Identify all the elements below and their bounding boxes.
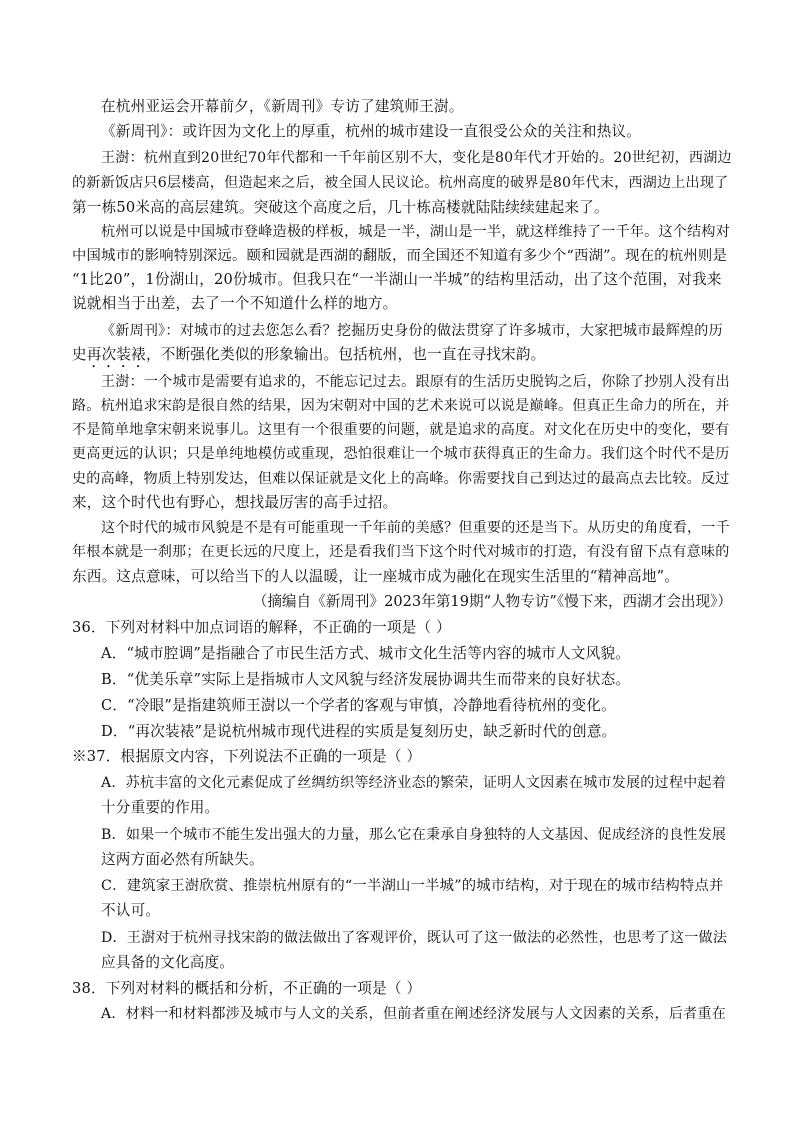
passage-line: 更高更远的认识；只是单纯地模仿或重现，恐怕很难让一个城市获得真正的生命力。我们这个时代不是历 bbox=[72, 446, 730, 462]
option-38-a: A．材料一和材料都涉及城市与人文的关系，但前者重在阐述经济发展与人文因素的关系，后者重在 bbox=[101, 1006, 727, 1022]
option-36-a: A．“城市腔调”是指融合了市民生活方式、城市文化生活等内容的城市人文风貌。 bbox=[101, 645, 631, 662]
passage-line: “1比20”，1份湖山，20份城市。但我只在“一半湖山一半城”的结构里活动，出了这个范围，对我来 bbox=[72, 271, 722, 288]
question-37: ※37．根据原文内容，下列说法不正确的一项是（ ） bbox=[72, 748, 422, 765]
passage-line: 年根本就是一刹那；在更长远的尺度上，还是看我们当下这个时代对城市的打造，有没有留下点有意味的 bbox=[72, 544, 730, 560]
option-36-b: B．“优美乐章”实际上是指城市人文风貌与经济发展协调共生而带来的良好状态。 bbox=[101, 671, 631, 688]
passage-text: 史 bbox=[72, 346, 87, 363]
passage-line: 东西。这点意味，可以给当下的人以温暖，让一座城市成为融化在现实生活里的“精神高地”。 bbox=[72, 568, 680, 585]
passage-line: 第一栋50米高的高层建筑。突破这个高度之后，几十栋高楼就陆陆续续建起来了。 bbox=[72, 199, 609, 216]
option-37-b-cont: 这两方面必然有所缺失。 bbox=[101, 851, 264, 868]
passage-line: 王澍：一个城市是需要有追求的，不能忘记过去。跟原有的生活历史脱钩之后，你除了抄别人没有出 bbox=[101, 374, 730, 390]
passage-line bbox=[72, 345, 732, 371]
emphasized-phrase: 再次装裱 bbox=[86, 346, 146, 363]
option-37-c-cont: 不认可。 bbox=[101, 902, 161, 919]
option-37-a-cont: 十分重要的作用。 bbox=[101, 799, 220, 816]
option-37-d: D．王澍对于杭州寻找宋韵的做法做出了客观评价，既认可了这一做法的必然性，也思考了这一做法 bbox=[101, 930, 728, 946]
question-38: 38．下列对材料的概括和分析，不正确的一项是（ ） bbox=[72, 980, 422, 997]
passage-line: 杭州可以说是中国城市登峰造极的样板，城是一半，湖山是一半，就这样维持了一千年。这个结构对 bbox=[101, 224, 730, 240]
option-37-d-cont: 应具备的文化高度。 bbox=[101, 954, 235, 971]
passage-line: 来，这个时代也有野心，想找最厉害的高手过招。 bbox=[72, 494, 398, 511]
passage-line: 的新新饭店只6层楼高，但造起来之后，被全国人民议论。杭州高度的破界是80年代末，西湖边上出现了 bbox=[72, 175, 729, 191]
passage-text: ，不断强化类似的形象输出。包括杭州，也一直在寻找宋韵。 bbox=[145, 346, 546, 363]
option-37-b: B．如果一个城市不能生发出强大的力量，那么它在秉承自身独特的人文基因、促成经济的良性发展 bbox=[101, 827, 727, 843]
option-37-c: C．建筑家王澍欣赏、推崇杭州原有的“一半湖山一半城”的城市结构，对于现在的城市结构特点并 bbox=[101, 878, 724, 894]
passage-line: 不是简单地拿宋朝来说事儿。这里有一个很重要的问题，就是追求的高度。对文化在历史中的变化，要有 bbox=[72, 422, 730, 438]
passage-line: 《新周刊》：或许因为文化上的厚重，杭州的城市建设一直很受公众的关注和热议。 bbox=[101, 123, 642, 140]
option-36-c: C．“冷眼”是指建筑师王澍以一个学者的客观与审慎，冷静地看待杭州的变化。 bbox=[101, 697, 616, 714]
passage-line: 史的高峰，物质上特别发达，但难以保证就是文化上的高峰。你需要找自己到达过的最高点去比较。反过 bbox=[72, 471, 730, 487]
passage-line: 路。杭州追求宋韵是很自然的结果，因为宋朝对中国的艺术来说可以说是巅峰。但真正生命力的所在，并 bbox=[72, 398, 730, 414]
passage-line: 说就相当于出差，去了一个不知道什么样的地方。 bbox=[72, 295, 398, 312]
source-citation: （摘编自《新周刊》2023年第19期“人物专访”《慢下来，西湖才会出现》） bbox=[252, 593, 732, 610]
passage-line: 王澍：杭州直到20世纪70年代都和一千年前区别不大，变化是80年代才开始的。20世纪初，西湖边 bbox=[101, 150, 732, 166]
passage-line: 这个时代的城市风貌是不是有可能重现一千年前的美感？但重要的还是当下。从历史的角度看，一千 bbox=[101, 520, 730, 536]
passage-line: 中国城市的影响特别深远。颐和园就是西湖的翻版，而全国还不知道有多少个“西湖”。现在的杭州则是 bbox=[72, 248, 727, 264]
passage-line: 在杭州亚运会开幕前夕，《新周刊》专访了建筑师王澍。 bbox=[101, 98, 464, 115]
question-36: 36．下列对材料中加点词语的解释，不正确的一项是（ ） bbox=[72, 619, 451, 636]
option-37-a: A．苏杭丰富的文化元素促成了丝绸纺织等经济业态的繁荣，证明人文因素在城市发展的过程中起着 bbox=[101, 775, 727, 791]
option-36-d: D．“再次装裱”是说杭州城市现代进程的实质是复刻历史，缺乏新时代的创意。 bbox=[101, 723, 617, 740]
passage-line: 《新周刊》：对城市的过去您怎么看？挖掘历史身份的做法贯穿了许多城市，大家把城市最辉煌的历 bbox=[101, 323, 723, 339]
